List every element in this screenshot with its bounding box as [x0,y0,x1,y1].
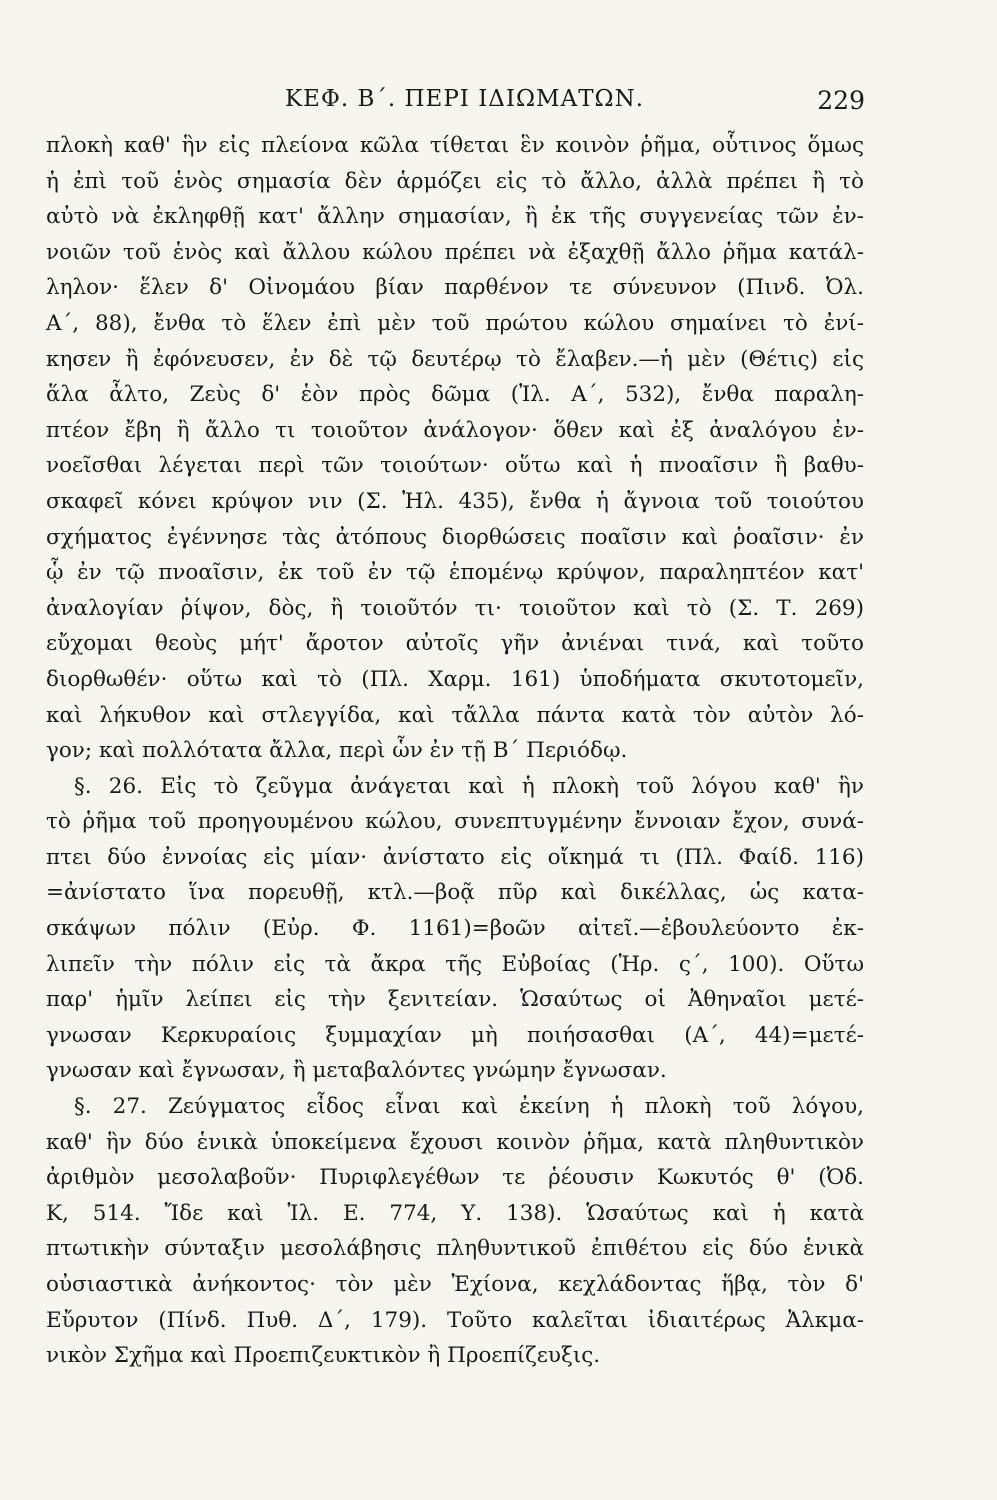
text-line: καὶ λήκυθον καὶ στλεγγίδα, καὶ τἄλλα πάντα κατὰ τὸν αὐτὸν λό- [46,702,864,728]
text-line: =ἀνίστατο ἵνα πορευθῇ, κτλ.—βοᾷ πῦρ καὶ δικέλλας, ὡς κατα- [46,880,864,906]
text-line: πτει δύο ἐννοίας εἰς μίαν· ἀνίστατο εἰς οἴκημά τι (Πλ. Φαίδ. 116) [46,844,864,870]
text-line: ἀριθμὸν μεσολαβοῦν· Πυριφλεγέθων τε ῥέουσιν Κωκυτός θ' (Ὀδ. [46,1165,864,1191]
text-line: σκάψων πόλιν (Εὐρ. Φ. 1161)=βοῶν αἰτεῖ.—ἐβουλεύοντο ἐκ- [46,916,864,942]
text-line: νοιῶν τοῦ ἑνὸς καὶ ἄλλου κώλου πρέπει νὰ ἐξαχθῇ ἄλλο ῥῆμα κατάλ- [46,239,864,265]
text-line: Κ, 514. Ἴδε καὶ Ἰλ. Ε. 774, Υ. 138). Ὡσαύτως καὶ ἡ κατὰ [46,1200,864,1226]
section-26-heading-line: §. 26. Εἰς τὸ ζεῦγμα ἀνάγεται καὶ ἡ πλοκὴ τοῦ λόγου καθ' ἣν [74,773,864,799]
text-line: νοεῖσθαι λέγεται περὶ τῶν τοιούτων· οὕτω καὶ ἡ πνοαῖσιν ἢ βαθυ- [46,453,864,479]
running-head [0,86,997,126]
body-text [46,128,864,1374]
section-27-heading-line: §. 27. Ζεύγματος εἶδος εἶναι καὶ ἐκείνη ἡ πλοκὴ τοῦ λόγου, [74,1094,864,1120]
text-line: γνωσαν καὶ ἔγνωσαν, ἢ μεταβαλόντες γνώμην ἔγνωσαν. [46,1058,667,1084]
text-line: κησεν ἢ ἐφόνευσεν, ἐν δὲ τῷ δευτέρῳ τὸ ἔλαβεν.—ἡ μὲν (Θέτις) εἰς [46,346,864,372]
text-line: Εὔρυτον (Πίνδ. Πυθ. Δ΄, 179). Τοῦτο καλεῖται ἰδιαιτέρως Ἀλκμα- [46,1307,864,1333]
text-line: εὔχομαι θεοὺς μήτ' ἄροτον αὐτοῖς γῆν ἀνιέναι τινά, καὶ τοῦτο [46,631,864,657]
text-line: ᾧ ἐν τῷ πνοαῖσιν, ἐκ τοῦ ἐν τῷ ἑπομένῳ κρύψον, παραληπτέον κατ' [46,560,864,586]
text-line: ληλον· ἕλεν δ' Οἰνομάου βίαν παρθένον τε σύνευνον (Πινδ. Ὀλ. [46,275,864,301]
text-line: νικὸν Σχῆμα καὶ Προεπιζευκτικὸν ἢ Προεπίζευξις. [46,1343,601,1369]
text-line: ἀναλογίαν ῥίψον, δὸς, ἢ τοιοῦτόν τι· τοιοῦτον καὶ τὸ (Σ. Τ. 269) [46,595,864,621]
text-line: πτωτικὴν σύνταξιν μεσολάβησις πληθυντικοῦ ἐπιθέτου εἰς δύο ἑνικὰ [46,1236,864,1262]
running-title: ΚΕΦ. Β΄. ΠΕΡΙ ΙΔΙΩΜΑΤΩΝ. [285,86,645,112]
text-line: πλοκὴ καθ' ἣν εἰς πλείονα κῶλα τίθεται ἓν κοινὸν ῥῆμα, οὗτινος ὅμως [46,133,864,158]
text-line: ἡ ἐπὶ τοῦ ἑνὸς σημασία δὲν ἁρμόζει εἰς τὸ ἄλλο, ἀλλὰ πρέπει ἢ τὸ [46,168,864,194]
text-line: Α΄, 88), ἔνθα τὸ ἕλεν ἐπὶ μὲν τοῦ πρώτου κώλου σημαίνει τὸ ἐνί- [46,310,864,336]
text-line: αὐτὸ νὰ ἐκληφθῇ κατ' ἄλλην σημασίαν, ἢ ἐκ τῆς συγγενείας τῶν ἐν- [46,204,864,230]
text-line: διορθωθέν· οὕτω καὶ τὸ (Πλ. Χαρμ. 161) ὑποδήματα σκυτοτομεῖν, [46,666,864,692]
text-line: σκαφεῖ κόνει κρύψον νιν (Σ. Ἠλ. 435), ἔνθα ἡ ἄγνοια τοῦ τοιούτου [46,488,864,514]
text-line: οὐσιαστικὰ ἀνήκοντος· τὸν μὲν Ἐχίονα, κεχλάδοντας ἥβᾳ, τὸν δ' [46,1272,864,1297]
text-line: γνωσαν Κερκυραίοις ξυμμαχίαν μὴ ποιήσασθαι (Α΄, 44)=μετέ- [46,1022,864,1048]
text-line: καθ' ἣν δύο ἑνικὰ ὑποκείμενα ἔχουσι κοινὸν ῥῆμα, κατὰ πληθυντικὸν [46,1129,864,1155]
text-line: γον; καὶ πολλότατα ἄλλα, περὶ ὧν ἐν τῇ Β΄ Περιόδῳ. [46,738,628,764]
page-number: 229 [817,86,865,115]
text-line: τὸ ῥῆμα τοῦ προηγουμένου κώλου, συνεπτυγμένην ἔννοιαν ἔχον, συνά- [46,809,864,835]
text-line: ἅλα ἆλτο, Ζεὺς δ' ἑὸν πρὸς δῶμα (Ἰλ. Α΄, 532), ἔνθα παραλη- [46,382,864,408]
text-line: σχήματος ἐγέννησε τὰς ἀτόπους διορθώσεις ποαῖσιν καὶ ῥοαῖσιν· ἐν [46,524,864,550]
text-line: παρ' ἡμῖν λείπει εἰς τὴν ξενιτείαν. Ὡσαύτως οἱ Ἀθηναῖοι μετέ- [46,987,864,1013]
text-line: πτέον ἔβη ἢ ἄλλο τι τοιοῦτον ἀνάλογον· ὅθεν καὶ ἐξ ἀναλόγου ἐν- [46,417,864,443]
text-line: λιπεῖν τὴν πόλιν εἰς τὰ ἄκρα τῆς Εὐβοίας (Ἡρ. ς΄, 100). Οὕτω [46,951,864,977]
